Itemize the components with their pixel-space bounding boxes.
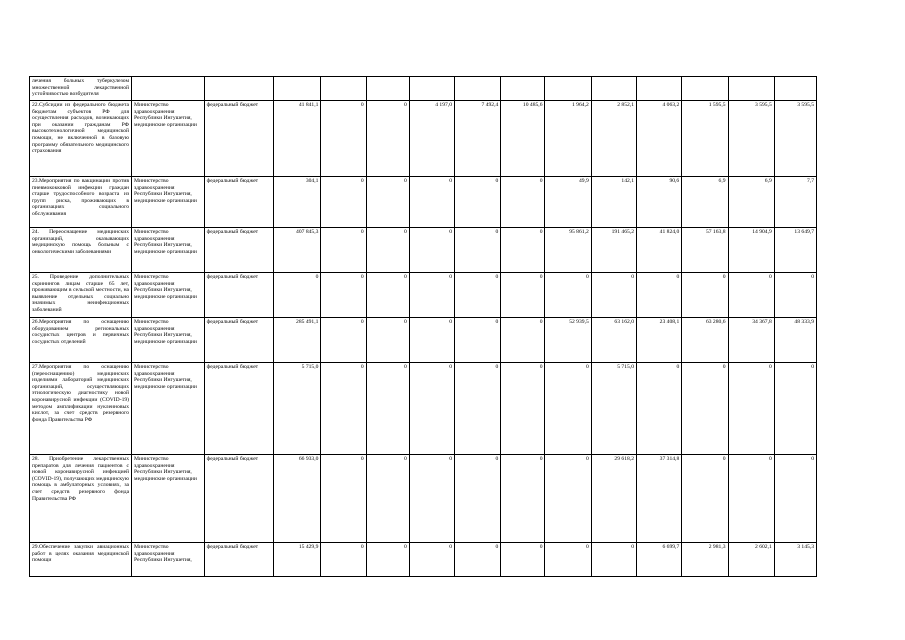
amount-cell: 0 [545, 543, 591, 577]
amount-cell: 0 [501, 228, 545, 273]
amount-cell: 0 [591, 273, 636, 318]
activity-name-cell: 27.Мероприятия по оснащению (переоснащению) медицинских изделиями лабораторий медицинских организаций, осуществляющих этиологическую диагностику новой коронавирусной инфекции (COVID-19) методом амплификации нуклеиновых кислот, за счет средств резервного фонда Правительства РФ [30, 363, 132, 455]
amount-cell: 0 [637, 273, 682, 318]
executor-cell: Министерство здравоохранения Республики Ингушетия, медицинские организации [132, 228, 205, 273]
funding-source-cell: федеральный бюджет [204, 177, 273, 228]
amount-cell: 4 197,0 [409, 101, 454, 177]
amount-cell: 191 465,2 [591, 228, 636, 273]
amount-cell: 3 145,3 [774, 543, 816, 577]
executor-cell: Министерство здравоохранения Республики Ингушетия, медицинские организации [132, 455, 205, 543]
funding-source-cell: федеральный бюджет [204, 101, 273, 177]
amount-cell: 0 [409, 273, 454, 318]
amount-cell: 0 [682, 363, 728, 455]
amount-cell [409, 77, 454, 101]
table-row [30, 228, 817, 273]
amount-cell: 2 852,1 [591, 101, 636, 177]
executor-cell [132, 77, 205, 101]
executor-cell: Министерство здравоохранения Республики Ингушетия, медицинские организации [132, 318, 205, 363]
amount-cell: 63 162,0 [591, 318, 636, 363]
amount-cell [591, 77, 636, 101]
amount-cell: 6,9 [728, 177, 774, 228]
amount-cell: 0 [409, 177, 454, 228]
amount-cell: 52 939,5 [545, 318, 591, 363]
amount-cell: 0 [409, 543, 454, 577]
amount-cell: 0 [545, 363, 591, 455]
amount-cell: 0 [409, 318, 454, 363]
amount-cell: 0 [366, 273, 409, 318]
activity-name-cell: 26.Мероприятия по оснащению оборудованием региональных сосудистых центров и первичных сосудистых отделений [30, 318, 132, 363]
amount-cell: 66 933,0 [274, 455, 321, 543]
activity-name-cell: лечения больных туберкулезом множественной лекарственной устойчивостью возбудителя [30, 77, 132, 101]
amount-cell: 142,1 [591, 177, 636, 228]
amount-cell: 2 602,1 [728, 543, 774, 577]
amount-cell: 0 [366, 543, 409, 577]
amount-cell: 6 699,7 [637, 543, 682, 577]
amount-cell: 90,6 [637, 177, 682, 228]
funding-source-cell: федеральный бюджет [204, 455, 273, 543]
funding-source-cell: федеральный бюджет [204, 543, 273, 577]
amount-cell [366, 77, 409, 101]
amount-cell: 37 314,8 [637, 455, 682, 543]
amount-cell: 41 824,0 [637, 228, 682, 273]
amount-cell: 13 649,7 [774, 228, 816, 273]
amount-cell: 0 [455, 455, 501, 543]
amount-cell: 15 429,9 [274, 543, 321, 577]
amount-cell [728, 77, 774, 101]
amount-cell: 0 [637, 363, 682, 455]
amount-cell: 23 408,1 [637, 318, 682, 363]
executor-cell: Министерство здравоохранения Республики Ингушетия, медицинские организации [132, 177, 205, 228]
amount-cell: 0 [501, 273, 545, 318]
amount-cell [274, 77, 321, 101]
amount-cell: 63 280,6 [682, 318, 728, 363]
amount-cell: 407 845,3 [274, 228, 321, 273]
amount-cell: 0 [321, 318, 366, 363]
amount-cell: 0 [682, 273, 728, 318]
amount-cell: 10 485,6 [501, 101, 545, 177]
table-row [30, 455, 817, 543]
activity-name-cell: 24. Переоснащение медицинских организаций, оказывающих медицинскую помощь больным с онкологическими заболеваниями [30, 228, 132, 273]
amount-cell: 0 [455, 228, 501, 273]
amount-cell: 0 [455, 363, 501, 455]
amount-cell: 95 861,2 [545, 228, 591, 273]
amount-cell: 0 [321, 273, 366, 318]
executor-cell: Министерство здравоохранения Республики Ингушетия, медицинские организации [132, 273, 205, 318]
table-row [30, 101, 817, 177]
amount-cell: 0 [728, 363, 774, 455]
amount-cell: 285 491,1 [274, 318, 321, 363]
amount-cell: 0 [501, 543, 545, 577]
amount-cell [501, 77, 545, 101]
amount-cell: 0 [455, 177, 501, 228]
amount-cell: 0 [545, 455, 591, 543]
amount-cell: 1 595,5 [682, 101, 728, 177]
amount-cell [321, 77, 366, 101]
amount-cell: 3 595,5 [728, 101, 774, 177]
amount-cell: 0 [321, 455, 366, 543]
amount-cell: 0 [321, 543, 366, 577]
amount-cell: 0 [501, 363, 545, 455]
amount-cell: 0 [774, 273, 816, 318]
amount-cell: 0 [366, 363, 409, 455]
amount-cell: 7,7 [774, 177, 816, 228]
amount-cell: 0 [409, 228, 454, 273]
amount-cell: 0 [455, 543, 501, 577]
funding-source-cell: федеральный бюджет [204, 363, 273, 455]
activity-name-cell: 29.Обеспечение закупки авиационных работ в целях оказания медицинской помощи [30, 543, 132, 577]
amount-cell: 0 [366, 101, 409, 177]
activity-name-cell: 28. Приобретение лекарственных препаратов для лечения пациентов с новой коронавирусной инфекцией (COVID-19), получающих медицинскую помощь в амбулаторных условиях, за счет средств резервного фонда Правительства РФ [30, 455, 132, 543]
amount-cell: 0 [545, 273, 591, 318]
amount-cell: 0 [501, 318, 545, 363]
amount-cell: 7 492,4 [455, 101, 501, 177]
amount-cell: 0 [321, 177, 366, 228]
table-row [30, 273, 817, 318]
amount-cell: 3 595,5 [774, 101, 816, 177]
amount-cell: 5 715,0 [591, 363, 636, 455]
amount-cell: 41 841,1 [274, 101, 321, 177]
amount-cell: 0 [409, 363, 454, 455]
amount-cell [545, 77, 591, 101]
activity-name-cell: 25. Проведение дополнительных скринингов лицам старше 65 лет, проживающим в сельской местности, на выявление отдельных социально значимых неинфекционных заболеваний [30, 273, 132, 318]
amount-cell: 0 [591, 543, 636, 577]
amount-cell: 304,1 [274, 177, 321, 228]
amount-cell: 48 333,9 [774, 318, 816, 363]
table-row [30, 77, 817, 101]
executor-cell: Министерство здравоохранения Республики Ингушетия, медицинские организации [132, 101, 205, 177]
amount-cell: 0 [321, 101, 366, 177]
amount-cell: 0 [455, 318, 501, 363]
funding-source-cell: федеральный бюджет [204, 273, 273, 318]
amount-cell [637, 77, 682, 101]
amount-cell [455, 77, 501, 101]
executor-cell: Министерство здравоохранения Республики Ингушетия, медицинские организации [132, 363, 205, 455]
funding-source-cell: федеральный бюджет [204, 228, 273, 273]
amount-cell: 6,9 [682, 177, 728, 228]
executor-cell: Министерство здравоохранения Республики Ингушетия, [132, 543, 205, 577]
budget-table [29, 76, 817, 577]
amount-cell: 49,9 [545, 177, 591, 228]
amount-cell: 0 [728, 455, 774, 543]
table-row [30, 543, 817, 577]
funding-source-cell [204, 77, 273, 101]
activity-name-cell: 23.Мероприятия по вакцинации против пневмококковой инфекции граждан старше трудоспособного возраста из групп риска, проживающих в организациях социального обслуживания [30, 177, 132, 228]
amount-cell: 0 [366, 318, 409, 363]
amount-cell: 0 [728, 273, 774, 318]
table-row [30, 177, 817, 228]
amount-cell: 0 [321, 363, 366, 455]
amount-cell: 0 [501, 177, 545, 228]
amount-cell: 2 981,3 [682, 543, 728, 577]
amount-cell: 0 [321, 228, 366, 273]
amount-cell: 0 [774, 455, 816, 543]
amount-cell [774, 77, 816, 101]
amount-cell: 0 [366, 455, 409, 543]
table-row [30, 318, 817, 363]
amount-cell: 5 715,0 [274, 363, 321, 455]
amount-cell: 29 618,2 [591, 455, 636, 543]
amount-cell: 0 [274, 273, 321, 318]
amount-cell: 0 [455, 273, 501, 318]
amount-cell: 0 [409, 455, 454, 543]
amount-cell: 4 063,2 [637, 101, 682, 177]
amount-cell: 0 [366, 177, 409, 228]
amount-cell: 0 [501, 455, 545, 543]
table-row [30, 363, 817, 455]
amount-cell: 14 904,9 [728, 228, 774, 273]
amount-cell: 0 [366, 228, 409, 273]
amount-cell: 34 367,8 [728, 318, 774, 363]
activity-name-cell: 22.Субсидии из федерального бюджета бюджетам субъектов РФ для осуществления расходов, возникающих при оказании гражданам РФ высокотехнологичной медицинской помощи, не включенной в базовую программу обязательного медицинского страхования [30, 101, 132, 177]
amount-cell: 0 [682, 455, 728, 543]
amount-cell: 1 964,2 [545, 101, 591, 177]
amount-cell [682, 77, 728, 101]
amount-cell: 0 [774, 363, 816, 455]
funding-source-cell: федеральный бюджет [204, 318, 273, 363]
amount-cell: 57 163,8 [682, 228, 728, 273]
